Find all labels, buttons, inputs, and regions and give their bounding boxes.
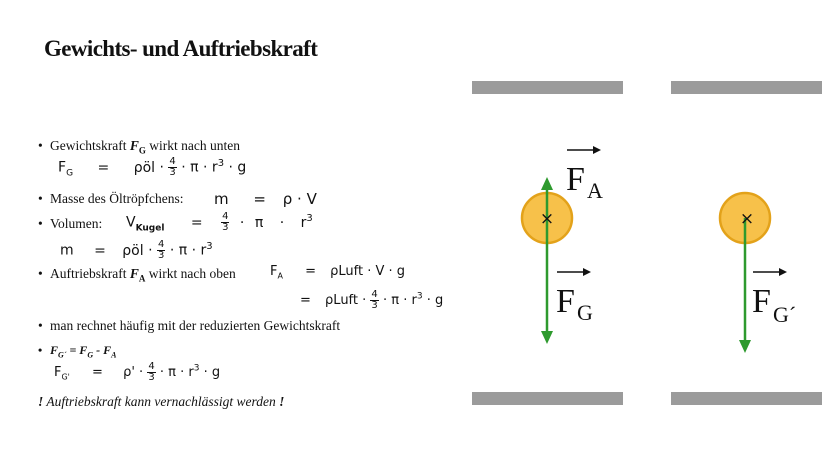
label-fg-sub: G	[577, 300, 593, 325]
formula-eq: =	[92, 365, 103, 380]
drop-center-marker-right: ×	[739, 209, 755, 229]
formula-dot: ·	[181, 159, 186, 176]
plate-bottom-left	[472, 392, 623, 405]
formula-lhs: m	[60, 242, 74, 259]
formula-g: g	[211, 365, 221, 380]
frac-den: 3	[371, 300, 378, 311]
drop-center-marker: ×	[539, 209, 555, 229]
symbol-f: F	[129, 266, 139, 281]
formula-pi: π	[190, 159, 199, 176]
frac-num: 4	[148, 361, 155, 372]
formula-exp: 3	[217, 157, 225, 169]
note-exclaim: !	[38, 394, 44, 409]
formula-rho: ρöl	[133, 159, 156, 176]
formula-g: g	[237, 159, 247, 176]
formula-dot: ·	[159, 159, 164, 176]
formula-rho: ρöl	[122, 242, 144, 259]
formula-exp: 3	[306, 212, 313, 224]
formula-lhs-sub: G'	[61, 372, 70, 382]
formula-lhs: F	[58, 159, 67, 176]
frac-den: 3	[148, 372, 155, 383]
formula-rho: ρ'	[123, 365, 135, 380]
bullet-text: man rechnet häufig mit der reduzierten Gewichtskraft	[50, 318, 341, 333]
symbol-f: F	[129, 138, 139, 153]
formula-lhs-sub: Kugel	[135, 223, 165, 234]
formula-eq: =	[305, 264, 317, 279]
formula-exp: 3	[206, 240, 213, 252]
label-fg-prime-sub: G´	[773, 302, 797, 327]
formula-pi: π	[178, 242, 188, 259]
formula-fg-prime: $F_{G'} = \rho'$ · $\frac{4}{3}$ · $\pi \cdot r^3 \cdot g$	[54, 361, 221, 383]
formula-eq: =	[253, 190, 266, 208]
symbol-sub: A	[138, 273, 146, 284]
bullet-text: Masse des Öltröpfchens:	[50, 191, 184, 206]
label-fa: F	[566, 161, 585, 198]
formula-eq: =	[94, 242, 106, 259]
bullet-dot: •	[38, 343, 43, 357]
note-exclaim: !	[279, 394, 285, 409]
frac-den: 3	[169, 167, 176, 178]
frac-num: 4	[371, 289, 378, 300]
plate-top-left	[472, 81, 623, 94]
formula-lhs-sub: A	[277, 271, 283, 281]
formula-volume: $V_{Kugel}$ = $\frac{4}{3}$ · $\pi \cdot r^3$	[126, 211, 313, 234]
page-title: Gewichts- und Auftriebskraft	[44, 36, 318, 61]
label-fg: F	[556, 283, 575, 320]
vector-arrow-fg-head	[583, 268, 591, 276]
formula-dot: ·	[203, 159, 208, 176]
bullet-mid: - F	[93, 343, 112, 357]
formula-eq: =	[300, 293, 311, 308]
formula-rho: ρLuft	[330, 264, 364, 279]
formula-dot: ·	[228, 159, 233, 176]
symbol-sub: G	[138, 145, 146, 156]
formula-lhs: F	[270, 264, 278, 279]
bullet-text-post: wirkt nach unten	[145, 138, 240, 153]
bullet-text: Auftriebskraft	[50, 266, 130, 281]
formula-r: r	[411, 293, 417, 308]
plate-bottom-right	[671, 392, 822, 405]
formula-pi: π	[254, 214, 264, 231]
bullet-text-post: wirkt nach oben	[145, 266, 236, 281]
formula-exp: 3	[193, 363, 200, 374]
bullet-sub: G´	[58, 350, 67, 360]
vector-arrow-fa-head	[593, 146, 601, 154]
formula-fa-full: = ρLuft · $\frac{4}{3}$ · $\pi \cdot r^3 \cdot g$	[300, 289, 444, 311]
formula-eq: =	[190, 214, 203, 231]
bullet-dot: •	[38, 138, 43, 153]
formula-pi: π	[168, 365, 176, 380]
bullet-dot: •	[38, 216, 43, 231]
bullet-dot: •	[38, 318, 43, 333]
bullet-sub: G	[87, 350, 94, 360]
formula-r: r	[211, 159, 218, 176]
bullet-text: Gewichtskraft	[50, 138, 130, 153]
frac-num: 4	[169, 156, 176, 167]
frac-den: 3	[157, 250, 165, 261]
formula-exp: 3	[416, 291, 423, 302]
formula-rest: · V · g	[367, 264, 406, 279]
plate-top-right	[671, 81, 822, 94]
formula-lhs: m	[214, 190, 229, 208]
arrow-down-head-right	[739, 340, 751, 353]
formula-rhs: ρ · V	[282, 190, 317, 208]
bullet-mid: = F	[66, 343, 88, 357]
note-text: Auftriebskraft kann vernachlässigt werden	[43, 394, 280, 409]
arrow-down-head	[541, 331, 553, 344]
arrow-up-head	[541, 177, 553, 190]
frac-num: 4	[222, 211, 229, 222]
formula-mass-full: m = ρöl · $\frac{4}{3}$ · $\pi \cdot r^3$	[60, 239, 213, 261]
formula-rho: ρLuft	[325, 293, 358, 308]
formula-r: r	[200, 242, 207, 259]
formula-r: r	[188, 365, 194, 380]
label-fg-prime: F	[752, 283, 771, 320]
bullet-sub: A	[111, 350, 117, 360]
vector-arrow-fgp-head	[779, 268, 787, 276]
frac-num: 4	[157, 239, 165, 250]
bullet-dot: •	[38, 191, 43, 206]
bullet-sym: F	[50, 343, 59, 357]
bullet-text: Volumen:	[50, 216, 103, 231]
frac-den: 3	[222, 222, 229, 233]
bullet-dot: •	[38, 266, 43, 281]
formula-r: r	[300, 214, 307, 231]
formula-g: g	[434, 293, 444, 308]
formula-eq: =	[97, 159, 110, 176]
formula-lhs: V	[126, 214, 136, 231]
formula-lhs-sub: G	[66, 168, 74, 179]
label-fa-sub: A	[587, 178, 603, 203]
formula-pi: π	[391, 293, 400, 308]
formula-lhs: F	[54, 365, 62, 380]
